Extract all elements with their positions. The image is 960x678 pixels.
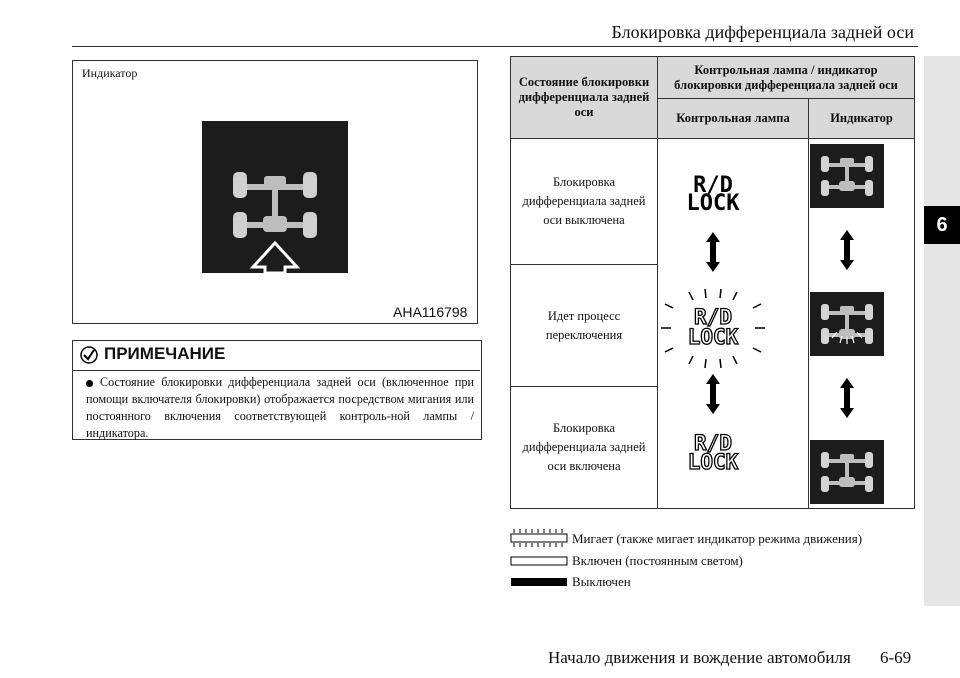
legend-swatches — [510, 528, 570, 590]
checkmark-icon — [80, 346, 98, 364]
lamp-text-top-1: R/D — [693, 173, 733, 198]
legend-blinking: Мигает (также мигает индикатор режима движения) — [572, 531, 863, 546]
svg-text:R/D: R/D — [694, 305, 732, 329]
legend-on-swatch — [511, 557, 567, 565]
legend-off-swatch — [511, 578, 567, 586]
note-text: Состояние блокировки дифференциала задней оси (включенное при помощи включателя блокировки) отображается посредством мигания или постоянного включения соответствующей контроль-ной лампы / индикатора. — [86, 375, 474, 440]
indicator-off — [810, 144, 884, 208]
table-subheader-lamp: Контрольная лампа — [658, 99, 809, 139]
indicator-illustrations — [782, 140, 915, 506]
indicator-blinking — [810, 292, 884, 356]
table-subheader-indicator: Индикатор — [809, 99, 915, 139]
state-switching: Идет процесс переключения — [511, 265, 658, 387]
arrow-double-icon — [706, 232, 720, 272]
indicator-illustration — [202, 121, 348, 273]
page-number: 6-69 — [880, 648, 912, 667]
page-title: Блокировка дифференциала задней оси — [611, 22, 914, 42]
arrow-double-icon — [706, 374, 720, 414]
table-header-state: Состояние блокировки дифференциала задней оси — [511, 57, 658, 139]
lamp-illustrations — [646, 140, 780, 506]
blinking-lamp — [661, 289, 765, 368]
legend-on: Включен (постоянным светом) — [572, 553, 743, 568]
state-off: Блокировка дифференциала задней оси выключена — [511, 139, 658, 265]
svg-text:LOCK: LOCK — [687, 325, 739, 349]
note-title: ПРИМЕЧАНИЕ — [104, 344, 226, 363]
svg-text:R/D: R/D — [694, 431, 732, 455]
arrow-double-icon — [840, 230, 854, 270]
arrow-double-icon — [840, 378, 854, 418]
lamp-text-top-2: LOCK — [686, 191, 740, 216]
legend-off: Выключен — [572, 574, 631, 589]
side-strip — [924, 56, 960, 606]
legend-blinking-swatch — [511, 529, 567, 547]
indicator-on — [810, 440, 884, 504]
figure-code: AHA116798 — [393, 304, 468, 320]
state-on: Блокировка дифференциала задней оси включена — [511, 387, 658, 509]
chapter-tab: 6 — [924, 206, 960, 244]
figure-caption: Индикатор — [82, 66, 138, 80]
lamp-on — [688, 431, 739, 474]
table-header-lamp: Контрольная лампа / индикатор блокировки дифференциала задней оси — [658, 57, 915, 99]
footer-section: Начало движения и вождение автомобиля — [548, 648, 851, 667]
svg-text:LOCK: LOCK — [687, 450, 739, 474]
title-rule — [72, 46, 918, 47]
